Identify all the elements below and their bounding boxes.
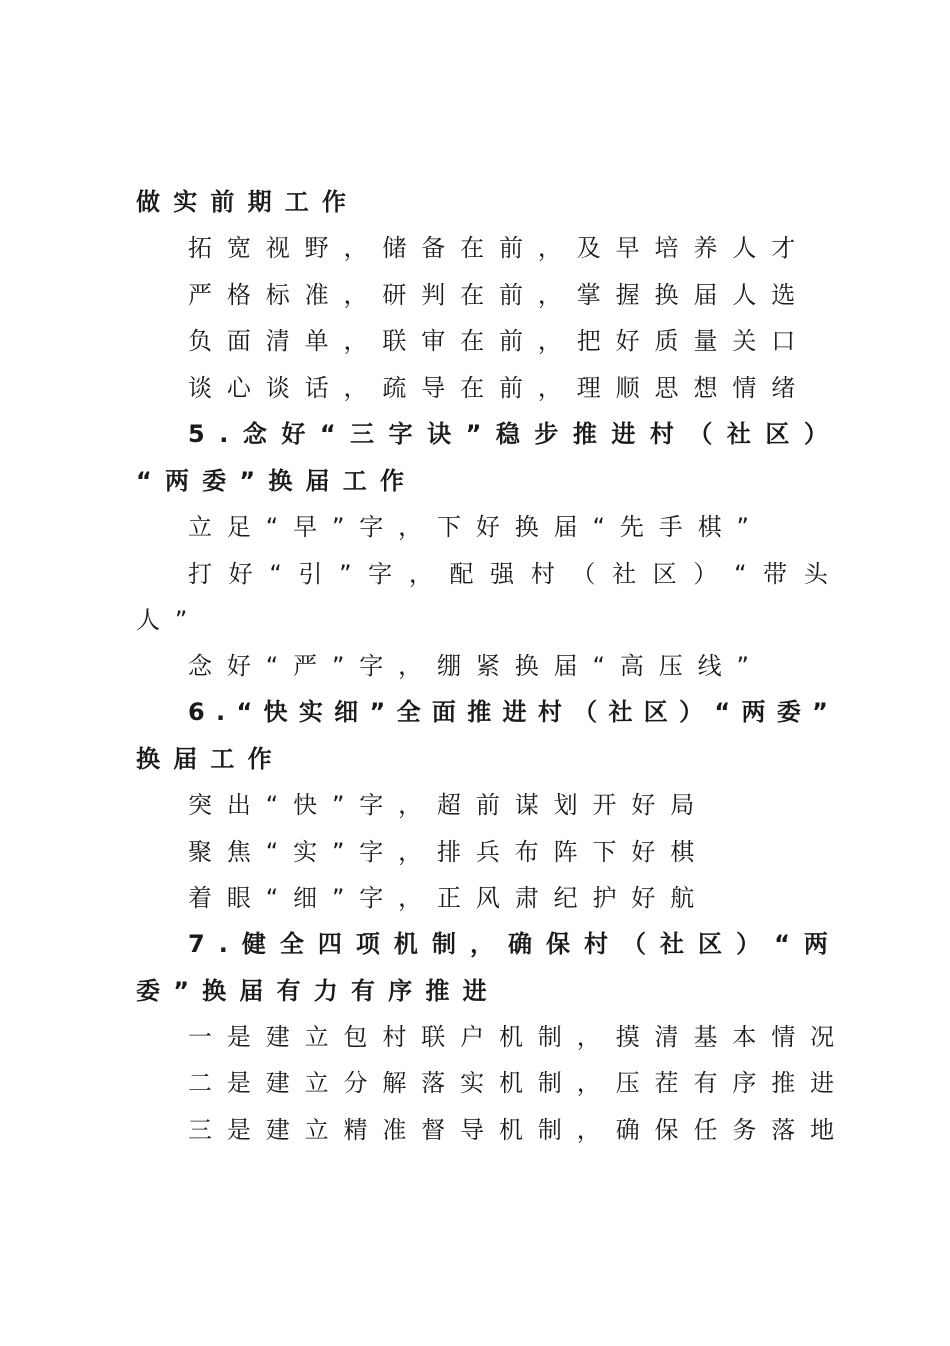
glyph: 打 bbox=[188, 560, 212, 588]
list-item: 二是建立分解落实机制，压茬有序推进 bbox=[188, 1069, 849, 1097]
glyph: 强 bbox=[490, 560, 515, 588]
glyph: 推 bbox=[467, 698, 492, 726]
glyph: “ bbox=[774, 930, 790, 958]
glyph: 5 bbox=[188, 420, 205, 448]
glyph: . bbox=[218, 930, 228, 958]
glyph: （ bbox=[622, 930, 647, 958]
list-item: 负面清单，联审在前，把好质量关口 bbox=[188, 327, 811, 355]
heading-5 bbox=[188, 414, 828, 454]
glyph: ” bbox=[339, 560, 352, 588]
glyph: 快 bbox=[263, 698, 288, 726]
glyph: 两 bbox=[803, 930, 828, 958]
glyph: 好 bbox=[281, 420, 306, 448]
glyph: 6 bbox=[188, 698, 205, 726]
glyph: 7 bbox=[188, 930, 205, 958]
heading-7-continued: 委”换届有力有序推进 bbox=[136, 977, 500, 1005]
list-item: 念好“严”字，绷紧换届“高压线” bbox=[188, 652, 764, 680]
list-item: 拓宽视野，储备在前，及早培养人才 bbox=[188, 234, 811, 262]
glyph: 步 bbox=[534, 420, 559, 448]
glyph: 村 bbox=[649, 420, 674, 448]
list-item bbox=[188, 554, 828, 594]
glyph: 字 bbox=[368, 560, 393, 588]
glyph: 细 bbox=[334, 698, 359, 726]
glyph: 稳 bbox=[495, 420, 520, 448]
glyph: “ bbox=[236, 698, 253, 726]
glyph: （ bbox=[573, 698, 598, 726]
glyph: 念 bbox=[242, 420, 267, 448]
glyph: 诀 bbox=[427, 420, 452, 448]
list-item: 严格标准，研判在前，掌握换届人选 bbox=[188, 281, 811, 309]
glyph: ） bbox=[803, 420, 828, 448]
glyph: 三 bbox=[350, 420, 375, 448]
glyph: 区 bbox=[652, 560, 677, 588]
glyph: 社 bbox=[608, 698, 633, 726]
glyph: 健 bbox=[241, 930, 266, 958]
heading-5-continued: “两委”换届工作 bbox=[136, 467, 418, 495]
list-item: 一是建立包村联户机制，摸清基本情况 bbox=[188, 1023, 849, 1051]
glyph: 确 bbox=[507, 930, 532, 958]
glyph: 实 bbox=[298, 698, 323, 726]
glyph: “ bbox=[269, 560, 282, 588]
glyph: 区 bbox=[643, 698, 668, 726]
list-item: 立足“早”字，下好换届“先手棋” bbox=[188, 513, 764, 541]
glyph: 社 bbox=[612, 560, 637, 588]
glyph: 进 bbox=[502, 698, 527, 726]
glyph: 村 bbox=[584, 930, 608, 958]
glyph: 好 bbox=[228, 560, 253, 588]
list-item: 着眼“细”字，正风肃纪护好航 bbox=[188, 884, 710, 912]
glyph: 全 bbox=[279, 930, 304, 958]
glyph: 社 bbox=[726, 420, 751, 448]
section-heading-prep-work: 做实前期工作 bbox=[136, 188, 360, 216]
glyph: （ bbox=[688, 420, 713, 448]
glyph: . bbox=[216, 698, 226, 726]
glyph: ） bbox=[693, 560, 718, 588]
glyph: ” bbox=[465, 420, 482, 448]
list-item: 突出“快”字，超前谋划开好局 bbox=[188, 791, 710, 819]
heading-6-continued: 换届工作 bbox=[136, 745, 285, 773]
glyph: ” bbox=[369, 698, 386, 726]
glyph: ” bbox=[812, 698, 828, 726]
glyph: ， bbox=[408, 560, 433, 588]
glyph: 保 bbox=[545, 930, 570, 958]
glyph: . bbox=[219, 420, 229, 448]
glyph: 头 bbox=[803, 560, 828, 588]
list-item: 谈心谈话，疏导在前，理顺思想情绪 bbox=[188, 374, 811, 402]
list-item-continued: 人” bbox=[136, 606, 203, 634]
glyph: 引 bbox=[298, 560, 323, 588]
glyph: 村 bbox=[537, 698, 562, 726]
glyph: 面 bbox=[431, 698, 456, 726]
glyph: 村 bbox=[530, 560, 555, 588]
glyph: 配 bbox=[449, 560, 474, 588]
heading-6 bbox=[188, 692, 828, 732]
glyph: 社 bbox=[660, 930, 685, 958]
glyph: “ bbox=[734, 560, 747, 588]
glyph: 制 bbox=[431, 930, 456, 958]
glyph: 四 bbox=[317, 930, 342, 958]
glyph: （ bbox=[571, 560, 596, 588]
glyph: ） bbox=[736, 930, 761, 958]
glyph: 进 bbox=[611, 420, 636, 448]
glyph: 区 bbox=[765, 420, 790, 448]
glyph: 推 bbox=[572, 420, 597, 448]
glyph: 全 bbox=[396, 698, 421, 726]
glyph: ， bbox=[469, 930, 494, 958]
list-item: 聚焦“实”字，排兵布阵下好棋 bbox=[188, 838, 710, 866]
glyph: 字 bbox=[388, 420, 413, 448]
glyph: ） bbox=[679, 698, 704, 726]
glyph: 两 bbox=[741, 698, 766, 726]
glyph: 区 bbox=[698, 930, 723, 958]
glyph: 机 bbox=[393, 930, 418, 958]
glyph: 带 bbox=[763, 560, 788, 588]
glyph: “ bbox=[714, 698, 731, 726]
heading-7 bbox=[188, 924, 828, 964]
glyph: 项 bbox=[355, 930, 380, 958]
glyph: 委 bbox=[776, 698, 801, 726]
list-item: 三是建立精准督导机制，确保任务落地 bbox=[188, 1116, 849, 1144]
glyph: “ bbox=[319, 420, 336, 448]
